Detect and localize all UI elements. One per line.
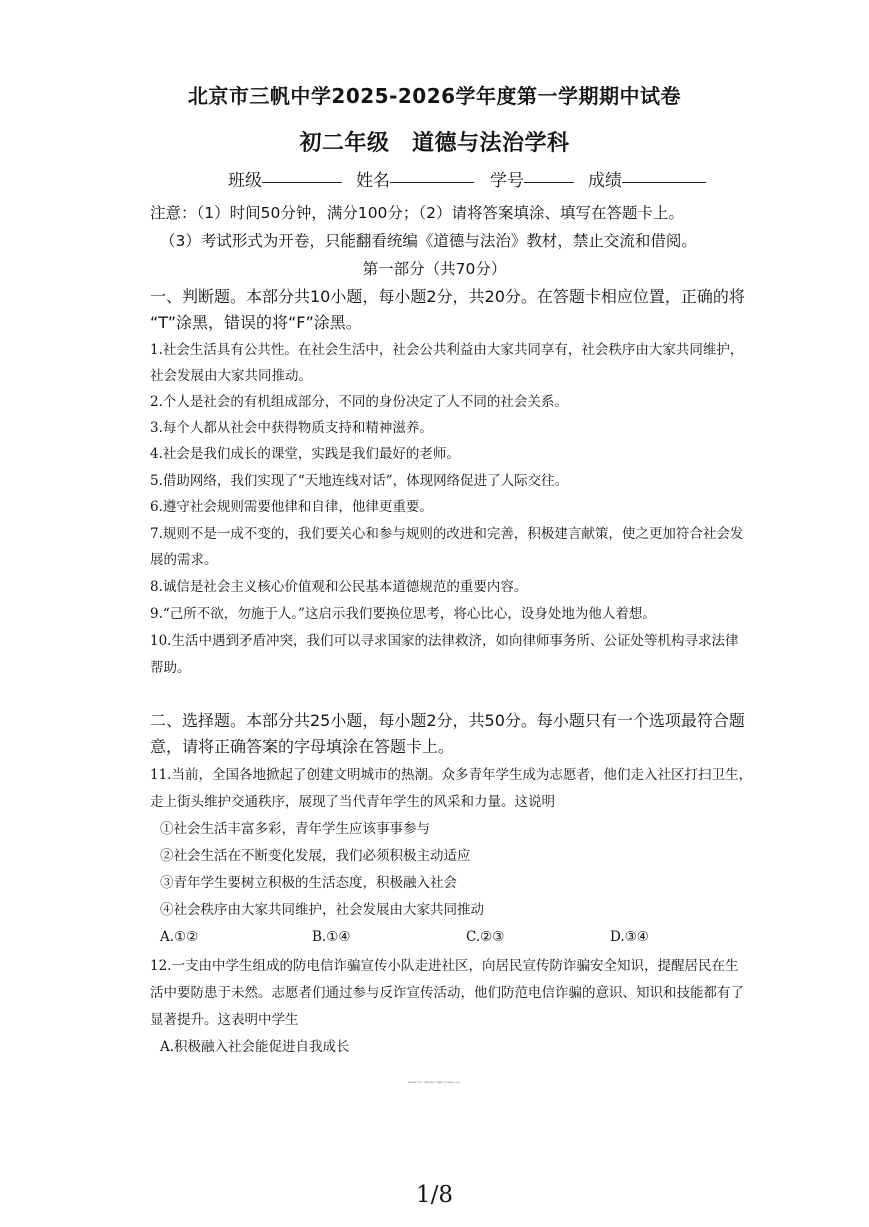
- tf-item-1-cont: 社会发展由大家共同推动。: [150, 368, 312, 384]
- score-blank: [622, 166, 706, 183]
- q11-statement-3: ③青年学生要树立积极的生活态度，积极融入社会: [160, 875, 457, 891]
- tf-item-7: 7.规则不是一成不变的，我们要关心和参与规则的改进和完善，积极建言献策，使之更加符合社会发: [150, 526, 744, 542]
- note-line-2: （3）考试形式为开卷，只能翻看统编《道德与法治》教材，禁止交流和借阅。: [160, 232, 697, 250]
- id-field: [490, 166, 524, 191]
- tf-item-10-cont: 帮助。: [150, 660, 191, 676]
- exam-title: 北京市三帆中学2025-2026学年度第一学期期中试卷: [187, 84, 682, 108]
- q12-stem: 12.一支由中学生组成的防电信诈骗宣传小队走进社区，向居民宣传防诈骗安全知识，提醒居民在生: [150, 958, 739, 974]
- section2-heading-cont: 意，请将正确答案的字母填涂在答题卡上。: [150, 737, 455, 756]
- q11-statement-2: ②社会生活在不断变化发展，我们必须积极主动适应: [160, 848, 471, 864]
- name-field: [356, 166, 390, 191]
- id-label: 学号: [490, 171, 524, 191]
- name-label: 姓名: [356, 171, 390, 191]
- tf-item-10: 10.生活中遇到矛盾冲突，我们可以寻求国家的法律救济，如向律师事务所、公证处等机构寻求法律: [150, 633, 739, 649]
- section2-heading: 二、选择题。本部分共25小题，每小题2分，共50分。每小题只有一个选项最符合题: [150, 711, 745, 730]
- q12-stem-cont-1: 活中要防患于未然。志愿者们通过参与反诈宣传活动，他们防范电信诈骗的意识、知识和技能都有了: [150, 985, 744, 1001]
- note-line-1: 注意：（1）时间50分钟，满分100分；（2）请将答案填涂、填写在答题卡上。: [150, 204, 685, 222]
- tf-item-8: 8.诚信是社会主义核心价值观和公民基本道德规范的重要内容。: [150, 579, 528, 595]
- q11-statement-4: ④社会秩序由大家共同维护，社会发展由大家共同推动: [160, 902, 484, 918]
- section1-heading-cont: “T”涂黑，错误的将“F”涂黑。: [150, 313, 362, 332]
- exam-subtitle: 初二年级 道德与法治学科: [299, 131, 570, 156]
- q11-statement-1: ①社会生活丰富多彩，青年学生应该事事参与: [160, 821, 430, 837]
- page-number: 1/8: [415, 1182, 453, 1208]
- q11-stem-cont: 走上街头维护交通秩序，展现了当代青年学生的风采和力量。这说明: [150, 794, 555, 810]
- class-field: [228, 166, 262, 191]
- tf-item-7-cont: 展的需求。: [150, 552, 218, 568]
- section1-heading: 一、判断题。本部分共10小题，每小题2分，共20分。在答题卡相应位置，正确的将: [150, 287, 745, 306]
- q11-option-d: D.③④: [610, 929, 649, 945]
- tf-item-2: 2.个人是社会的有机组成部分，不同的身份决定了人不同的社会关系。: [150, 394, 568, 410]
- tf-item-6: 6.遵守社会规则需要他律和自律，他律更重要。: [150, 499, 433, 515]
- tf-item-4: 4.社会是我们成长的课堂，实践是我们最好的老师。: [150, 446, 460, 462]
- q12-stem-cont-2: 显著提升。这表明中学生: [150, 1012, 299, 1028]
- q11-option-a: A.①②: [160, 929, 199, 945]
- tf-item-9: 9.“己所不欲，勿施于人。”这启示我们要换位思考，将心比心，设身处地为他人着想。: [150, 606, 656, 622]
- tf-item-3: 3.每个人都从社会中获得物质支持和精神滋养。: [150, 420, 433, 436]
- score-label: 成绩: [588, 171, 622, 191]
- q11-option-c: C.②③: [466, 929, 505, 945]
- q11-stem: 11.当前，全国各地掀起了创建文明城市的热潮。众多青年学生成为志愿者，他们走入社区打扫卫生，: [150, 767, 752, 783]
- q12-option-a: A.积极融入社会能促进自我成长: [160, 1039, 350, 1055]
- page-footer: 2025-2026学年度第一学期期中试卷初二年级道德与法治学科 第1页（共8页）: [408, 1083, 461, 1084]
- part1-title: 第一部分（共70分）: [362, 260, 507, 278]
- class-label: 班级: [228, 171, 262, 191]
- class-blank: [262, 166, 342, 183]
- name-blank: [390, 166, 474, 183]
- id-blank: [524, 166, 574, 183]
- score-field: [588, 166, 622, 191]
- tf-item-5: 5.借助网络，我们实现了“天地连线对话”，体现网络促进了人际交往。: [150, 473, 569, 489]
- tf-item-1: 1.社会生活具有公共性。在社会生活中，社会公共利益由大家共同享有，社会秩序由大家共同维护，: [150, 342, 744, 358]
- q11-option-b: B.①④: [312, 929, 351, 945]
